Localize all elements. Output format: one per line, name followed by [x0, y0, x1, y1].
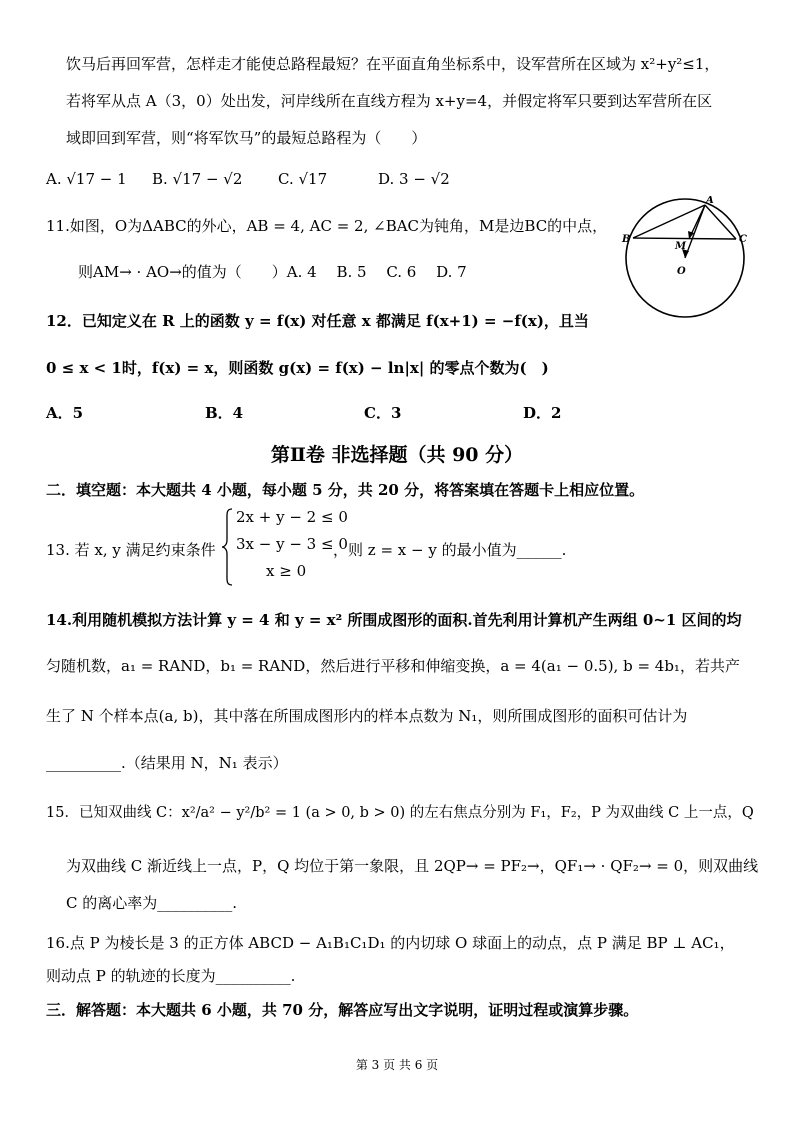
q12-option-a: A．5 — [46, 404, 84, 422]
q11-line-2: 则AM→ · AO→的值为（ ）A. 4 B. 5 C. 6 D. 7 — [78, 263, 467, 281]
part-3-heading: 三．解答题：本大题共 6 小题，共 70 分，解答应写出文字说明，证明过程或演算步骤。 — [46, 1001, 639, 1019]
q12-line-1: 12．已知定义在 R 上的函数 y = f(x) 对任意 x 都满足 f(x+1) = −f(x)，且当 — [46, 312, 589, 330]
q10-option-b: B. √17 − √2 — [152, 170, 243, 188]
q13-prefix: 13. 若 x, y 满足约束条件 — [46, 541, 216, 559]
q13-suffix: ，则 z = x − y 的最小值为______. — [333, 541, 567, 559]
label-o: O — [677, 266, 686, 277]
q12-line-2: 0 ≤ x < 1时，f(x) = x，则函数 g(x) = f(x) − ln|x| 的零点个数为( ) — [46, 359, 549, 377]
constraint-1: 2x + y − 2 ≤ 0 — [236, 508, 348, 526]
q16-line-1: 16.点 P 为棱长是 3 的正方体 ABCD − A₁B₁C₁D₁ 的内切球 O 球面上的动点，点 P 满足 BP ⊥ AC₁， — [46, 934, 735, 952]
q10-option-d: D. 3 − √2 — [378, 170, 450, 188]
q15-line-3: C 的离心率为__________. — [66, 894, 238, 912]
segment-bc — [633, 238, 736, 239]
q14-line-4: __________.（结果用 N，N₁ 表示） — [46, 754, 288, 772]
label-a: A — [706, 196, 714, 206]
q10-line-1: 饮马后再回军营，怎样走才能使总路程最短？在平面直角坐标系中，设军营所在区域为 x²+y²≤1， — [66, 55, 720, 73]
q10-option-c: C. √17 — [278, 170, 328, 188]
q15-line-1: 15．已知双曲线 C：x²/a² − y²/b² = 1 (a > 0, b > 0) 的左右焦点分别为 F₁，F₂，P 为双曲线 C 上一点，Q — [46, 805, 754, 821]
q11-line-1: 11.如图，O为ΔABC的外心，AB = 4, AC = 2, ∠BAC为钝角，M是边BC的中点， — [46, 217, 608, 235]
q12-option-c: C．3 — [364, 404, 402, 422]
q12-option-d: D．2 — [523, 404, 562, 422]
label-m: M — [675, 241, 687, 252]
section-2-title: 第Ⅱ卷 非选择题（共 90 分） — [270, 444, 524, 466]
q12-option-b: B．4 — [205, 404, 244, 422]
q14-line-2: 匀随机数，a₁ = RAND，b₁ = RAND，然后进行平移和伸缩变换，a = 4(a₁ − 0.5), b = 4b₁，若共产 — [46, 657, 740, 675]
q10-option-a: A. √17 − 1 — [46, 170, 127, 188]
page-footer: 第 3 页 共 6 页 — [355, 1058, 439, 1072]
constraint-2: 3x − y − 3 ≤ 0 — [236, 535, 348, 553]
q10-line-3: 域即回到军营，则“将军饮马”的最短总路程为（ ） — [66, 129, 427, 147]
q10-line-2: 若将军从点 A（3，0）处出发，河岸线所在直线方程为 x+y=4，并假定将军只要到达军营所在区 — [66, 92, 713, 110]
label-b: B — [622, 234, 631, 245]
q14-line-3: 生了 N 个样本点(a, b)，其中落在所围成图形内的样本点数为 N₁，则所围成图形的面积可估计为 — [46, 707, 688, 725]
constraint-brace — [221, 508, 233, 586]
circumcircle-figure — [618, 196, 758, 330]
label-c: C — [739, 234, 747, 245]
part-2-heading: 二．填空题：本大题共 4 小题，每小题 5 分，共 20 分，将答案填在答题卡上相应位置。 — [46, 481, 645, 499]
q16-line-2: 则动点 P 的轨迹的长度为__________. — [46, 967, 296, 985]
q14-line-1: 14.利用随机模拟方法计算 y = 4 和 y = x² 所围成图形的面积.首先利用计算机产生两组 0~1 区间的均 — [46, 611, 742, 629]
constraint-3: x ≥ 0 — [266, 562, 307, 580]
q15-line-2: 为双曲线 C 渐近线上一点，P，Q 均位于第一象限，且 2QP→ = PF₂→，QF₁→ · QF₂→ = 0，则双曲线 — [66, 857, 759, 875]
